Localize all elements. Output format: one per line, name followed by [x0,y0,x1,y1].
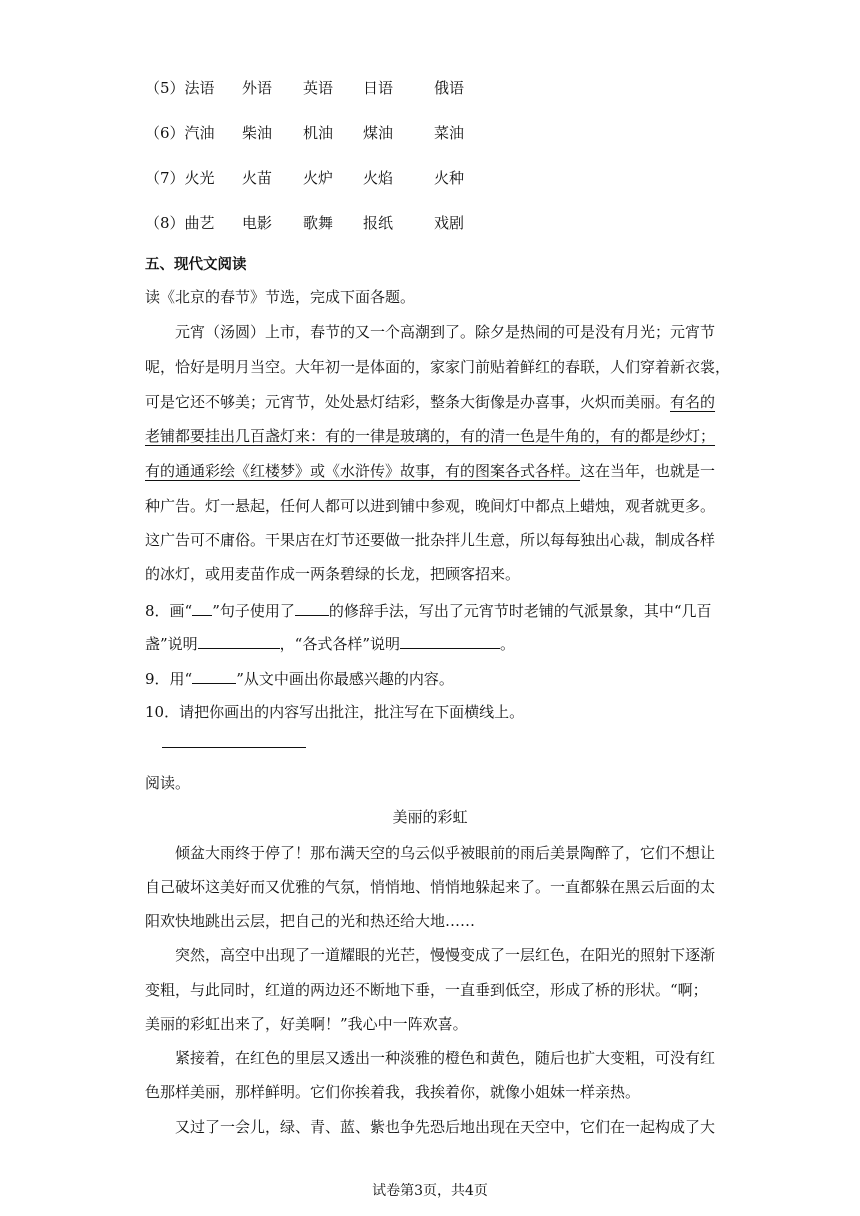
underlined-sentence: 老铺都要挂出几百盏灯来：有的一律是玻璃的，有的清一色是牛角的，有的都是纱灯； [145,427,716,445]
option-word: 戏剧 [434,214,465,232]
question-text: ”从文中画出你最感兴趣的内容。 [236,670,454,688]
option-word: 煤油 [363,124,394,142]
option-word: 英语 [303,79,334,97]
option-word: 电影 [242,214,273,232]
option-word: 菜油 [434,124,465,142]
option-word: 歌舞 [303,214,334,232]
passage-line: 变粗，与此同时，红道的两边还不断地下垂，一直垂到低空，形成了桥的形状。“啊； [145,981,708,999]
underline-sample [192,667,236,684]
answer-blank[interactable] [400,632,500,649]
answer-blank[interactable] [198,632,280,649]
option-word: 火种 [434,169,465,187]
passage-line: 的冰灯，或用麦苗作成一两条碧绿的长龙，把顾客招来。 [145,565,521,583]
option-word: 俄语 [434,79,465,97]
question-10: 10．请把你画出的内容写出批注，批注写在下面横线上。 [145,703,525,721]
question-text: ，“各式各样”说明 [279,635,401,653]
option-number: （8） [145,214,185,232]
passage-line [145,391,715,413]
option-word: 日语 [363,79,394,97]
passage-line: 这广告可不庸俗。干果店在灯节还要做一批杂拌儿生意，所以每每独出心裁，制成各样 [145,531,716,549]
question-8 [145,599,712,622]
section-heading: 五、现代文阅读 [145,257,247,273]
instruction-text: 读《北京的春节》节选，完成下面各题。 [145,288,416,306]
passage-title: 美丽的彩虹 [392,808,468,826]
question-text: 的修辞手法，写出了元宵节时老铺的气派景象，其中“几百 [328,602,712,620]
passage-line: 元宵（汤圆）上市，春节的又一个高潮到了。除夕是热闹的可是没有月光；元宵节 [175,323,716,341]
passage-line: 又过了一会儿，绿、青、蓝、紫也争先恐后地出现在天空中，它们在一起构成了大 [175,1118,716,1136]
passage-line: 种广告。灯一悬起，任何人都可以进到铺中参观，晚间灯中都点上蜡烛，观者就更多。 [145,497,716,515]
passage-line [145,460,715,482]
passage-line: 色那样美丽，那样鲜明。它们你挨着我，我挨着你，就像小姐妹一样亲热。 [145,1083,641,1101]
underlined-sentence: 有名的 [670,393,716,411]
question-text: 。 [500,635,516,653]
passage-text: 这在当年，也就是一 [580,462,716,480]
answer-line[interactable] [162,747,306,748]
passage-line [145,425,715,447]
option-word: 法语 [184,79,215,97]
question-text: 8．画“ [145,602,193,620]
answer-blank[interactable] [295,599,329,616]
option-word: 汽油 [184,124,215,142]
reading-intro: 阅读。 [145,774,191,792]
passage-line: 紧接着，在红色的里层又透出一种淡雅的橙色和黄色，随后也扩大变粗，可没有红 [175,1049,716,1067]
underlined-sentence: 有的通通彩绘《红楼梦》或《水浒传》故事，有的图案各式各样。 [145,462,581,480]
answer-blank[interactable] [192,599,212,616]
option-word: 柴油 [242,124,273,142]
question-text: ”句子使用了 [212,602,295,620]
option-number: （7） [145,169,185,187]
question-text: 盏”说明 [145,635,198,653]
question-9 [145,667,454,690]
option-number: （6） [145,124,185,142]
option-word: 火炉 [303,169,334,187]
page-footer: 试卷第3页，共4页 [372,1183,488,1199]
option-word: 报纸 [363,214,394,232]
option-word: 机油 [303,124,334,142]
passage-text: 可是它还不够美；元宵节，处处悬灯结彩，整条大街像是办喜事，火炽而美丽。 [145,393,671,411]
passage-line: 阳欢快地跳出云层，把自己的光和热还给大地…… [145,912,476,930]
passage-line: 自己破坏这美好而又优雅的气氛，悄悄地、悄悄地躲起来了。一直都躲在黑云后面的太 [145,878,716,896]
option-word: 曲艺 [184,214,215,232]
passage-line: 美丽的彩虹出来了，好美啊！”我心中一阵欢喜。 [145,1015,468,1033]
passage-line: 倾盆大雨终于停了！那布满天空的乌云似乎被眼前的雨后美景陶醉了，它们不想让 [175,844,716,862]
passage-line: 突然，高空中出现了一道耀眼的光芒，慢慢变成了一层红色，在阳光的照射下逐渐 [175,946,716,964]
passage-line: 呢，恰好是明月当空。大年初一是体面的，家家门前贴着鲜红的春联，人们穿着新衣裳， [145,358,731,376]
option-word: 火苗 [242,169,273,187]
option-word: 火焰 [363,169,394,187]
option-number: （5） [145,79,185,97]
question-text: 9．用“ [145,670,193,688]
question-8-cont [145,632,515,655]
option-word: 火光 [184,169,215,187]
option-word: 外语 [242,79,273,97]
